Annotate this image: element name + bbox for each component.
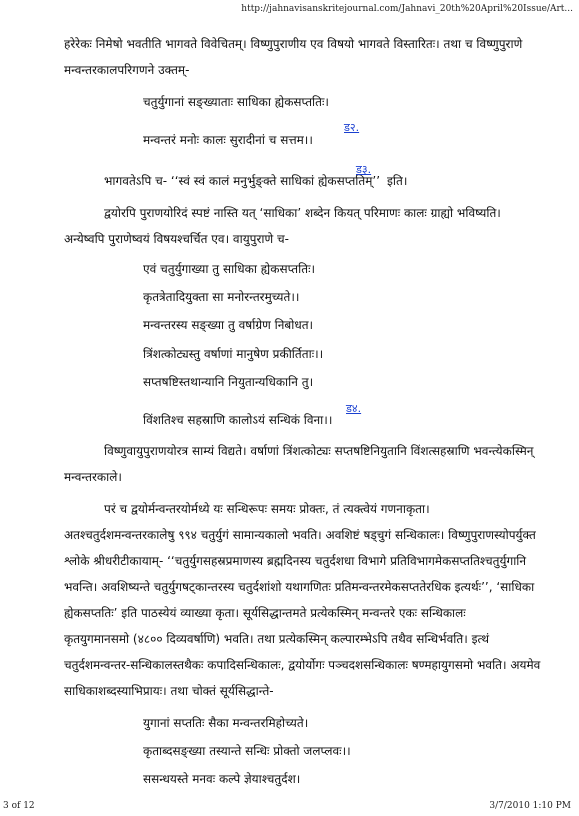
text-line: भवन्ति। अवशिष्यन्ते चतुर्युगषट्कान्तरस्य चतुर्दशांशो यथागणितः प्रतिमन्वन्तरमेकसप्ततेरधिक इत्यर्थः’’, ‘साधिका <box>64 580 535 594</box>
verse-line: चतुर्युगानां सङ्ख्याताः साधिका ह्येकसप्ततिः। <box>143 95 329 109</box>
footnote-link[interactable]: ड२. <box>344 121 360 134</box>
page-url: http://jahnavisanskritejournal.com/Jahnavi_20th%20April%20Issue/Art... <box>241 4 573 14</box>
verse-line: ससन्धयस्ते मनवः कल्पे ज्ञेयाश्चतुर्दश। <box>143 772 301 786</box>
text-line: परं च द्वयोर्मन्वन्तरयोर्मध्ये यः सन्धिरूपः समयः प्रोक्तः, तं त्यक्त्वेयं गणनाकृता। <box>104 502 430 516</box>
verse-line: एवं चतुर्युगाख्या तु साधिका ह्येकसप्ततिः। <box>143 262 316 276</box>
verse-line: त्रिंशत्कोट्यस्तु वर्षाणां मानुषेण प्रकीर्तिताः।। <box>143 347 324 361</box>
verse-line: मन्वन्तरं मनोः कालः सुरादीनां च सत्तम।। <box>143 133 313 147</box>
text-line: चतुर्दशमन्वन्तर-सन्धिकालस्तथैकः कपादिसन्धिकालः, द्वयोर्योगः पञ्चदशसन्धिकालः षण्महायुगसमो भवति। अयमेव <box>64 658 541 672</box>
text-line: विष्णुवायुपुराणयोरत्र साम्यं विद्यते। वर्षाणां त्रिंशत्कोट्यः सप्तषष्टिनियुतानि विंशत्सहस्राणि भवन्त्येकस्मिन् <box>104 444 534 458</box>
text-line: मन्वन्तरकाले। <box>64 470 122 484</box>
text-line: इति। <box>387 174 408 188</box>
footnote-link[interactable]: ड४. <box>346 402 362 415</box>
verse-line: मन्वन्तरस्य सङ्ख्या तु वर्षाग्रेण निबोधत। <box>143 318 314 332</box>
verse-line: कृतत्रेतादियुक्ता सा मनोरन्तरमुच्यते।। <box>143 290 300 304</box>
verse-line: विंशतिश्च सहस्राणि कालोऽयं सन्धिकं विना।। <box>143 413 333 427</box>
text-line: हरेरेकः निमेषो भवतीति भागवते विवेचितम्। विष्णुपुराणीय एव विषयो भागवते विस्तारितः। तथा च विष्णुपुराणे <box>64 37 523 51</box>
text-line: मन्वन्तरकालपरिगणने उक्तम्- <box>64 63 190 77</box>
text-line: भागवतेऽपि च- ‘‘स्वं स्वं कालं मनुर्भुङ्क्ते साधिकां ह्येकसप्ततिम्’’ <box>104 174 381 188</box>
verse-line: युगानां सप्ततिः सैका मन्वन्तरमिहोच्यते। <box>143 716 309 730</box>
text-line: ह्येकसप्ततिः’ इति पाठस्येयं व्याख्या कृता। सूर्यसिद्धान्तमते प्रत्येकस्मिन् मन्वन्तरे एकः सन्धिकालः <box>64 606 466 620</box>
text-line: साधिकाशब्दस्याभिप्रायः। तथा चोक्तं सूर्यसिद्धान्ते- <box>64 684 274 698</box>
page-counter: 3 of 12 <box>3 801 35 811</box>
verse-line: सप्तषष्टिस्तथान्यानि नियुतान्यधिकानि तु। <box>143 375 314 389</box>
footnote-link[interactable]: ड३. <box>356 163 372 176</box>
verse-line: कृताब्दसङ्ख्या तस्यान्ते सन्धिः प्रोक्तो जलप्लवः।। <box>143 744 351 758</box>
text-line: अन्येष्वपि पुराणेष्वयं विषयश्चर्चित एव। वायुपुराणे च- <box>64 232 289 246</box>
print-timestamp: 3/7/2010 1:10 PM <box>489 801 571 811</box>
text-line: कृतयुगमानसमो (४८०० दिव्यवर्षाणि) भवति। तथा प्रत्येकस्मिन् कल्पारम्भेऽपि तथैव सन्धिर्भवति। इत्थं <box>64 632 490 646</box>
text-line: श्लोके श्रीधरीटीकायाम्- ‘‘चतुर्युगसहस्रप्रमाणस्य ब्रह्मदिनस्य चतुर्दशधा विभागे प्रतिविभागमेकसप्ततिश्चतुर्युगानि <box>64 554 527 568</box>
text-line: द्वयोरपि पुराणयोरिदं स्पष्टं नास्ति यत् ‘साधिका’ शब्देन कियत् परिमाणः कालः ग्राह्यो भविष्यति। <box>104 206 501 220</box>
text-line: अतश्चतुर्दशमन्वन्तरकालेषु ९९४ चतुर्युगं सामान्यकालो भवति। अवशिष्टं षड्चुगं सन्धिकालः। विष्णुपुराणस्योपर्युक्त <box>64 528 536 542</box>
